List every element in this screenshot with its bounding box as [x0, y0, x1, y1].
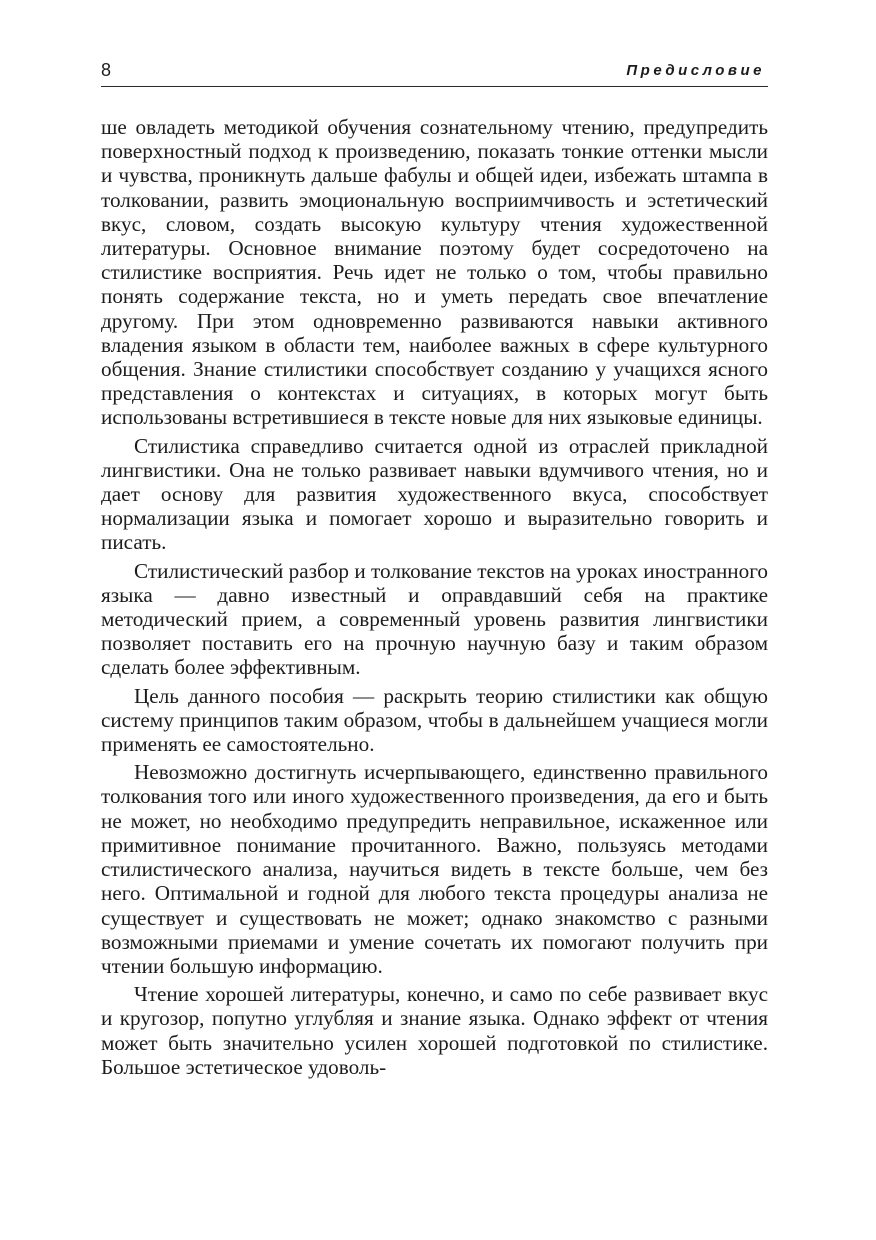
paragraph: Невозможно достигнуть исчерпывающего, единственно правильного толкования того или иного художественного произведения, да его и быть не может, но необходимо предупредить неправильное, искаженное или примитивное понимание прочитанного. Важно, пользуясь методами стилистического анализа, научиться видеть в тексте больше, чем без него. Оптимальной и годной для любого текста процедуры анализа не существует и существовать не может; однако знакомство с разными возможными приемами и умение сочетать их помогают получить при чтении большую информацию.	[101, 760, 768, 978]
book-page	[101, 56, 768, 1083]
section-title: Предисловие	[626, 62, 765, 79]
running-head	[101, 56, 768, 87]
page-number: 8	[101, 60, 112, 80]
paragraph: Стилистика справедливо считается одной из отраслей прикладной лингвистики. Она не только развивает навыки вдумчивого чтения, но и дает основу для развития художественного вкуса, способствует нормализации языка и помогает хорошо и выразительно говорить и писать.	[101, 433, 768, 555]
body-text	[101, 115, 768, 1079]
paragraph: ше овладеть методикой обучения сознательному чтению, предупредить поверхностный подход к произведению, показать тонкие оттенки мысли и чувства, проникнуть дальше фабулы и общей идеи, избежать штампа в толковании, развить эмоциональную восприимчивость и эстетический вкус, словом, создать высокую культуру чтения художественной литературы. Основное внимание поэтому будет сосредоточено на стилистике восприятия. Речь идет не только о том, чтобы правильно понять содержание текста, но и уметь передать свое впечатление другому. При этом одновременно развиваются навыки активного владения языком в области тем, наиболее важных в сфере культурного общения. Знание стилистики способствует созданию у учащихся ясного представления о контекстах и ситуациях, в которых могут быть использованы встретившиеся в тексте новые для них языковые единицы.	[101, 115, 768, 430]
paragraph: Цель данного пособия — раскрыть теорию стилистики как общую систему принципов таким образом, чтобы в дальнейшем учащиеся могли применять ее самостоятельно.	[101, 683, 768, 757]
paragraph: Чтение хорошей литературы, конечно, и само по себе развивает вкус и кругозор, попутно углубляя и знание языка. Однако эффект от чтения может быть значительно усилен хорошей подготовкой по стилистике. Большое эстетическое удоволь-	[101, 982, 768, 1079]
paragraph: Стилистический разбор и толкование текстов на уроках иностранного языка — давно известный и оправдавший себя на практике методический прием, а современный уровень развития лингвистики позволяет поставить его на прочную научную базу и таким образом сделать более эффективным.	[101, 558, 768, 680]
